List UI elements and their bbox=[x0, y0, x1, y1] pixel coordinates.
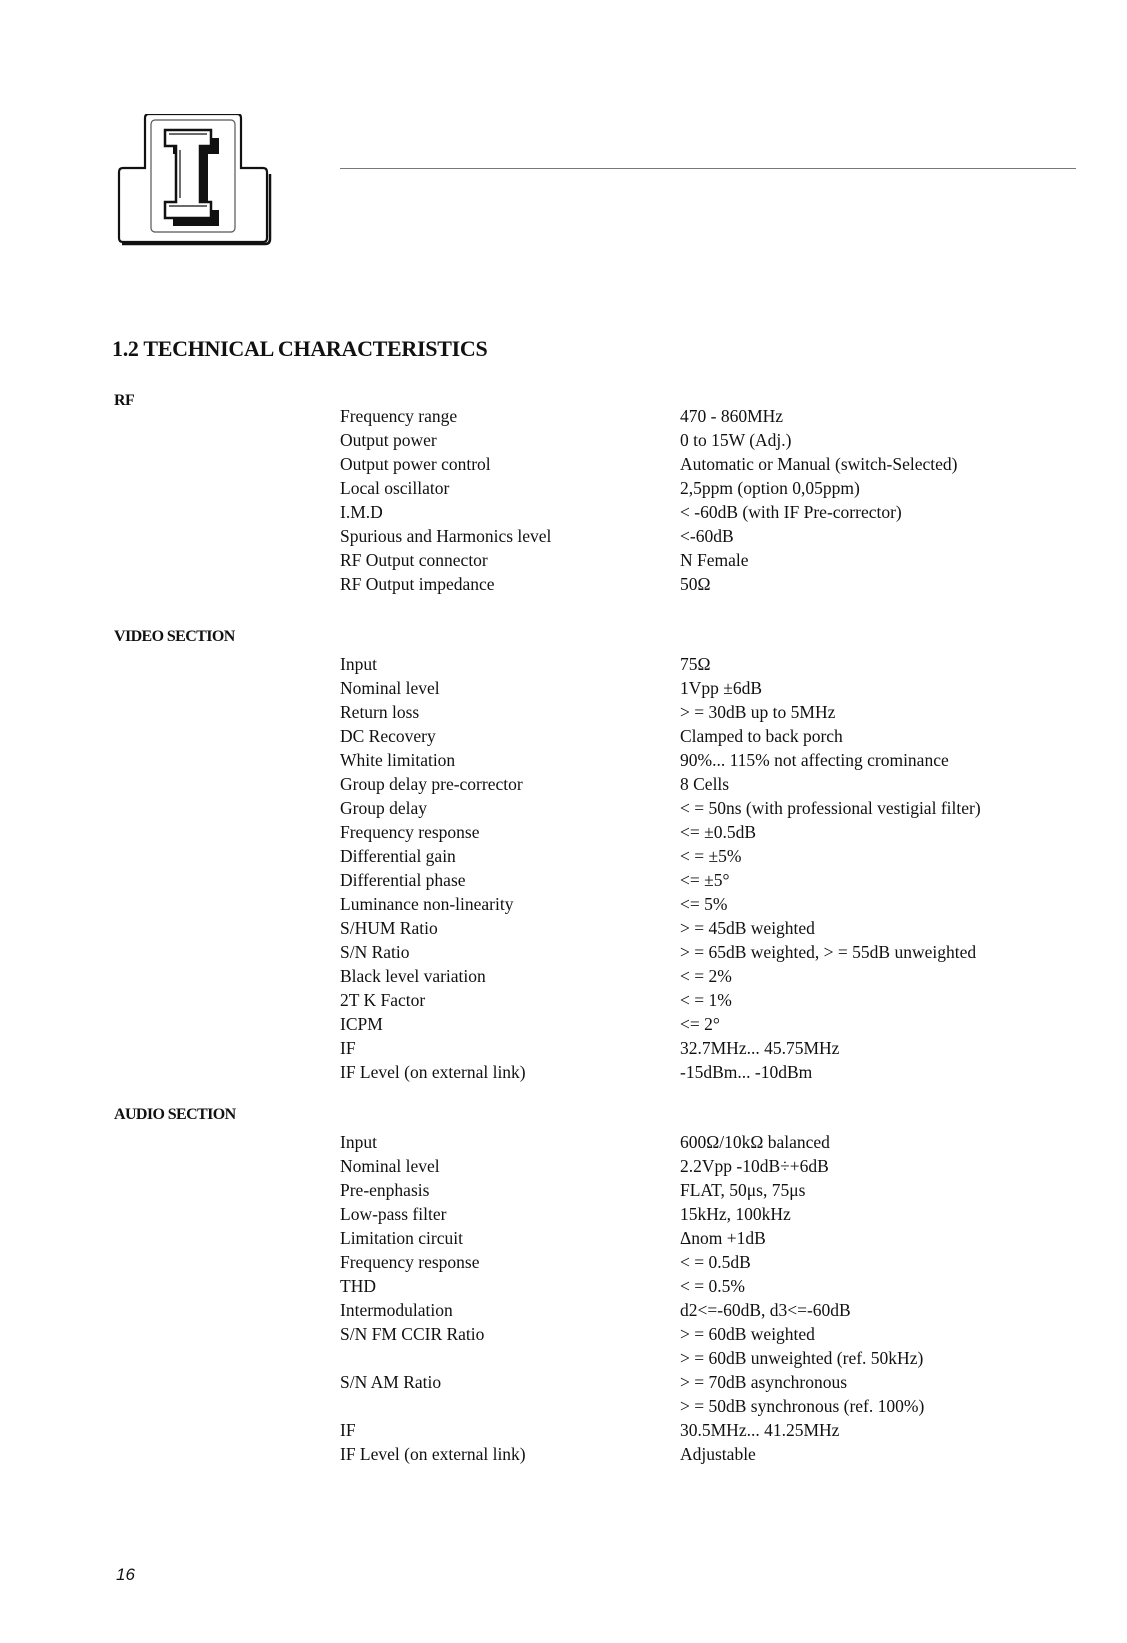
spec-value: FLAT, 50μs, 75μs bbox=[680, 1180, 806, 1200]
spec-label: Input bbox=[340, 1132, 377, 1152]
spec-label: Limitation circuit bbox=[340, 1228, 463, 1248]
spec-label: Group delay pre-corrector bbox=[340, 774, 523, 794]
spec-label: S/N Ratio bbox=[340, 942, 410, 962]
spec-value: 2,5ppm (option 0,05ppm) bbox=[680, 478, 860, 498]
spec-value: Clamped to back porch bbox=[680, 726, 843, 746]
spec-row bbox=[340, 1154, 1080, 1178]
spec-value: -15dBm... -10dBm bbox=[680, 1062, 813, 1082]
spec-label: Input bbox=[340, 654, 377, 674]
spec-row bbox=[340, 452, 1080, 476]
spec-value: < = 0.5% bbox=[680, 1276, 745, 1296]
spec-row bbox=[340, 548, 1080, 572]
spec-label: S/HUM Ratio bbox=[340, 918, 438, 938]
header-rule bbox=[340, 168, 1076, 169]
spec-row bbox=[340, 1178, 1080, 1202]
spec-value: < -60dB (with IF Pre-corrector) bbox=[680, 502, 902, 522]
spec-label: Low-pass filter bbox=[340, 1204, 447, 1224]
spec-label: Frequency response bbox=[340, 822, 480, 842]
spec-row bbox=[340, 772, 1080, 796]
spec-label: Output power control bbox=[340, 454, 491, 474]
spec-row bbox=[340, 428, 1080, 452]
spec-value: 30.5MHz... 41.25MHz bbox=[680, 1420, 840, 1440]
spec-label: ICPM bbox=[340, 1014, 383, 1034]
spec-value: < = 1% bbox=[680, 990, 732, 1010]
spec-row bbox=[340, 1060, 1080, 1084]
spec-row bbox=[340, 1418, 1080, 1442]
spec-value: N Female bbox=[680, 550, 749, 570]
spec-label: Nominal level bbox=[340, 678, 440, 698]
spec-row bbox=[340, 940, 1080, 964]
spec-value: 1Vpp ±6dB bbox=[680, 678, 763, 698]
spec-value: 600Ω/10kΩ balanced bbox=[680, 1132, 830, 1152]
spec-label: 2T K Factor bbox=[340, 990, 426, 1010]
spec-row bbox=[340, 1274, 1080, 1298]
spec-value: 470 - 860MHz bbox=[680, 406, 784, 426]
spec-label: IF Level (on external link) bbox=[340, 1444, 526, 1464]
spec-value: < = 0.5dB bbox=[680, 1252, 751, 1272]
spec-value: < = 2% bbox=[680, 966, 732, 986]
spec-value: 2.2Vpp -10dB÷+6dB bbox=[680, 1156, 829, 1176]
spec-value: <= ±0.5dB bbox=[680, 822, 757, 842]
page-title: 1.2 TECHNICAL CHARACTERISTICS bbox=[112, 336, 488, 361]
rf-heading: RF bbox=[114, 392, 135, 409]
spec-label: White limitation bbox=[340, 750, 456, 770]
spec-label: S/N AM Ratio bbox=[340, 1372, 442, 1392]
spec-row bbox=[340, 476, 1080, 500]
spec-value: 0 to 15W (Adj.) bbox=[680, 430, 792, 450]
spec-label: RF Output connector bbox=[340, 550, 488, 570]
spec-value: <= ±5° bbox=[680, 870, 730, 890]
spec-value: 75Ω bbox=[680, 654, 711, 674]
spec-value: Adjustable bbox=[680, 1444, 756, 1464]
rf-spec-list bbox=[340, 404, 1080, 596]
spec-label: Differential gain bbox=[340, 846, 456, 866]
spec-row bbox=[340, 1370, 1080, 1418]
spec-value: 32.7MHz... 45.75MHz bbox=[680, 1038, 840, 1058]
spec-row bbox=[340, 1226, 1080, 1250]
spec-label: IF bbox=[340, 1420, 356, 1440]
audio-heading: AUDIO SECTION bbox=[114, 1106, 236, 1123]
spec-row bbox=[340, 988, 1080, 1012]
spec-label: Return loss bbox=[340, 702, 420, 722]
spec-value: d2<=-60dB, d3<=-60dB bbox=[680, 1300, 851, 1320]
spec-label: I.M.D bbox=[340, 502, 383, 522]
spec-value-line: > = 70dB asynchronous bbox=[680, 1372, 848, 1392]
spec-value: Automatic or Manual (switch-Selected) bbox=[680, 454, 958, 474]
spec-row bbox=[340, 676, 1080, 700]
spec-value bbox=[680, 1370, 1080, 1418]
spec-value: Δnom +1dB bbox=[680, 1228, 766, 1248]
spec-row bbox=[340, 1202, 1080, 1226]
spec-row bbox=[340, 1322, 1080, 1370]
spec-label: Spurious and Harmonics level bbox=[340, 526, 552, 546]
spec-value: 8 Cells bbox=[680, 774, 730, 794]
spec-label: DC Recovery bbox=[340, 726, 436, 746]
spec-row bbox=[340, 916, 1080, 940]
video-spec-list bbox=[340, 652, 1080, 1084]
spec-row bbox=[340, 404, 1080, 428]
spec-value-line: > = 60dB weighted bbox=[680, 1324, 815, 1344]
spec-row bbox=[340, 1442, 1080, 1466]
spec-label: Frequency response bbox=[340, 1252, 480, 1272]
spec-label: Intermodulation bbox=[340, 1300, 453, 1320]
spec-label: Black level variation bbox=[340, 966, 486, 986]
spec-row bbox=[340, 892, 1080, 916]
spec-label: Local oscillator bbox=[340, 478, 450, 498]
spec-row bbox=[340, 868, 1080, 892]
spec-value: < = ±5% bbox=[680, 846, 742, 866]
spec-label: Frequency range bbox=[340, 406, 458, 426]
spec-row bbox=[340, 700, 1080, 724]
spec-row bbox=[340, 796, 1080, 820]
spec-row bbox=[340, 652, 1080, 676]
spec-label: Group delay bbox=[340, 798, 427, 818]
spec-label: Pre-enphasis bbox=[340, 1180, 430, 1200]
spec-value: 90%... 115% not affecting crominance bbox=[680, 750, 949, 770]
spec-label: IF Level (on external link) bbox=[340, 1062, 526, 1082]
spec-row bbox=[340, 1012, 1080, 1036]
spec-row bbox=[340, 844, 1080, 868]
spec-value-line: > = 60dB unweighted (ref. 50kHz) bbox=[680, 1348, 924, 1368]
spec-value: > = 65dB weighted, > = 55dB unweighted bbox=[680, 942, 977, 962]
spec-value: 15kHz, 100kHz bbox=[680, 1204, 791, 1224]
spec-row bbox=[340, 724, 1080, 748]
spec-row bbox=[340, 1036, 1080, 1060]
spec-label: S/N FM CCIR Ratio bbox=[340, 1324, 485, 1344]
spec-value: <-60dB bbox=[680, 526, 734, 546]
spec-row bbox=[340, 572, 1080, 596]
spec-value: > = 30dB up to 5MHz bbox=[680, 702, 836, 722]
spec-row bbox=[340, 748, 1080, 772]
spec-row bbox=[340, 500, 1080, 524]
audio-spec-list bbox=[340, 1130, 1080, 1466]
spec-value-line: > = 50dB synchronous (ref. 100%) bbox=[680, 1396, 925, 1416]
spec-value: <= 2° bbox=[680, 1014, 720, 1034]
spec-label: Differential phase bbox=[340, 870, 466, 890]
spec-value: < = 50ns (with professional vestigial filter) bbox=[680, 798, 981, 818]
spec-label: THD bbox=[340, 1276, 376, 1296]
spec-row bbox=[340, 964, 1080, 988]
page-number: 16 bbox=[116, 1565, 135, 1584]
spec-label: IF bbox=[340, 1038, 356, 1058]
spec-row bbox=[340, 820, 1080, 844]
spec-value: > = 45dB weighted bbox=[680, 918, 815, 938]
spec-label: Output power bbox=[340, 430, 437, 450]
spec-row bbox=[340, 524, 1080, 548]
spec-label: RF Output impedance bbox=[340, 574, 495, 594]
spec-label: Nominal level bbox=[340, 1156, 440, 1176]
spec-label: Luminance non-linearity bbox=[340, 894, 514, 914]
spec-row bbox=[340, 1250, 1080, 1274]
spec-row bbox=[340, 1130, 1080, 1154]
spec-value bbox=[680, 1322, 1080, 1370]
spec-row bbox=[340, 1298, 1080, 1322]
letter-i-chapter-icon bbox=[115, 114, 285, 254]
video-heading: VIDEO SECTION bbox=[114, 628, 235, 645]
spec-value: 50Ω bbox=[680, 574, 711, 594]
spec-value: <= 5% bbox=[680, 894, 728, 914]
